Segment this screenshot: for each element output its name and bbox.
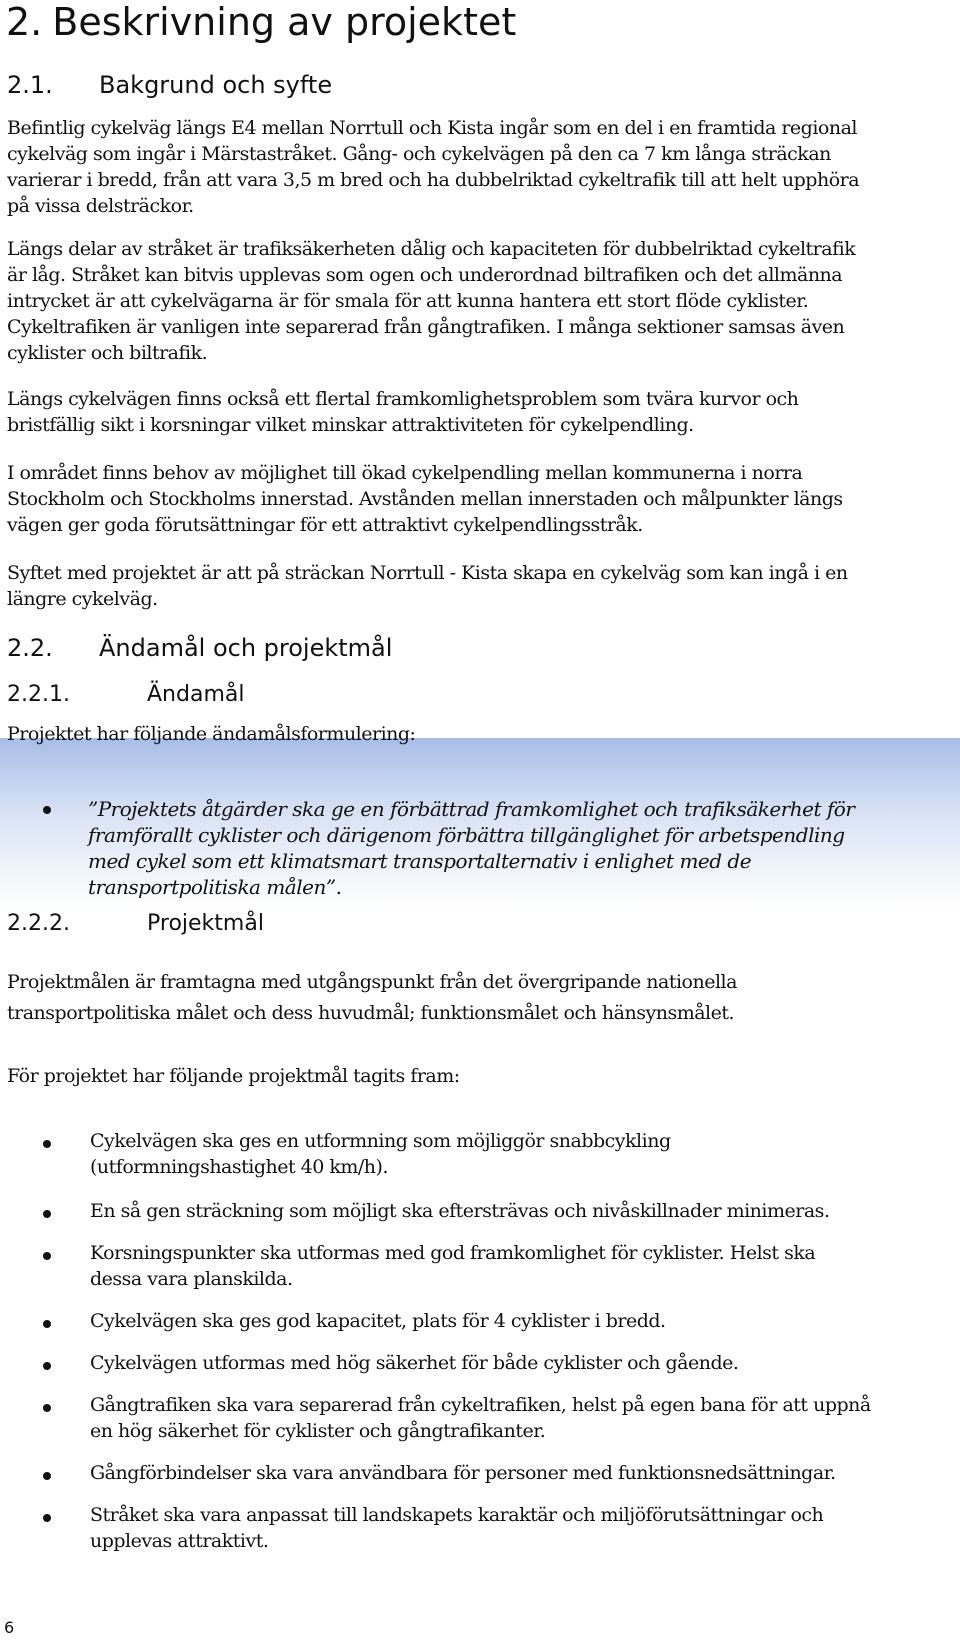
goal-text: Cykelvägen ska ges god kapacitet, plats för 4 cyklister i bredd. [90, 1310, 666, 1332]
main-heading-number: 2. [6, 0, 43, 44]
section-2-2-1-title: Ändamål [147, 682, 245, 707]
bullet-icon [43, 806, 51, 814]
goal-text: En så gen sträckning som möjligt ska eftersträvas och nivåskillnader minimeras. [90, 1200, 830, 1222]
bullet-icon [43, 1514, 51, 1522]
goal-text: Stråket ska vara anpassat till landskapets karaktär och miljöförutsättningar och upplevas attraktivt. [90, 1504, 824, 1552]
section-2-2-1-number: 2.2.1. [7, 682, 70, 707]
goal-text: Gångtrafiken ska vara separerad från cykeltrafiken, helst på egen bana för att uppnå en hög säkerhet för cyklister och gångtrafikanter. [90, 1394, 871, 1442]
bullet-icon [43, 1140, 51, 1148]
bullet-icon [43, 1210, 51, 1218]
bullet-icon [43, 1362, 51, 1370]
goal-text: Gångförbindelser ska vara användbara för personer med funktionsnedsättningar. [90, 1462, 836, 1484]
section-2-2-1-heading [7, 681, 244, 709]
paragraph-background-4: I området finns behov av möjlighet till ökad cykelpendling mellan kommunerna i norra Stockholm och Stockholms innerstad. Avstånden mellan innerstaden och målpunkter längs vägen ger goda förutsättningar för ett attraktivt cykelpendlingsstråk. [7, 462, 843, 536]
goal-text: Korsningspunkter ska utformas med god framkomlighet för cyklister. Helst ska dessa vara planskilda. [90, 1242, 816, 1290]
paragraph-background-3: Längs cykelvägen finns också ett flertal framkomlighetsproblem som tvära kurvor och bristfällig sikt i korsningar vilket minskar attraktiviteten för cykelpendling. [7, 388, 799, 436]
paragraph-purpose: Syftet med projektet är att på sträckan Norrtull - Kista skapa en cykelväg som kan ingå i en längre cykelväg. [7, 562, 848, 610]
section-2-1-heading [7, 70, 332, 100]
purpose-intro: Projektet har följande ändamålsformulering: [7, 723, 416, 745]
section-2-1-number: 2.1. [7, 71, 53, 99]
paragraph-background-1: Befintlig cykelväg längs E4 mellan Norrtull och Kista ingår som en del i en framtida regional cykelväg som ingår i Märstastråket. Gång- och cykelvägen på den ca 7 km långa sträckan varierar i bredd, från att vara 3,5 m bred och ha dubbelriktad cykeltrafik till att helt upphöra på vissa delsträckor. [7, 117, 860, 217]
goal-text: Cykelvägen utformas med hög säkerhet för både cyklister och gående. [90, 1352, 739, 1374]
bullet-icon [43, 1404, 51, 1412]
section-2-1-title: Bakgrund och syfte [99, 71, 333, 99]
section-2-2-2-number: 2.2.2. [7, 911, 70, 936]
paragraph-project-goals-basis: Projektmålen är framtagna med utgångspunkt från det övergripande nationella transportpolitiska målet och dess huvudmål; funktionsmålet och hänsynsmålet. [7, 971, 737, 1024]
page-number: 6 [4, 1618, 15, 1637]
purpose-quote-text: ”Projektets åtgärder ska ge en förbättrad framkomlighet och trafiksäkerhet för framförallt cyklister och därigenom förbättra tillgänglighet för arbetspendling med cykel som ett klimatsmart transportalternativ i enlighet med de transportpolitiska målen”. [88, 797, 855, 899]
main-heading [6, 0, 516, 44]
bullet-icon [43, 1320, 51, 1328]
paragraph-background-2: Längs delar av stråket är trafiksäkerheten dålig och kapaciteten för dubbelriktad cykeltrafik är låg. Stråket kan bitvis upplevas som ogen och underordnad biltrafiken och det allmänna intrycket är att cykelvägarna är för smala för att kunna hantera ett stort flöde cyklister. Cykeltrafiken är vanligen inte separerad från gångtrafiken. I många sektioner samsas även cyklister och biltrafik. [7, 238, 856, 364]
paragraph-project-goals-intro: För projektet har följande projektmål tagits fram: [7, 1065, 460, 1087]
section-2-2-title: Ändamål och projektmål [99, 634, 393, 662]
bullet-icon [43, 1472, 51, 1480]
section-2-2-2-heading [7, 910, 264, 938]
main-heading-text: Beskrivning av projektet [52, 0, 517, 44]
section-2-2-heading [7, 633, 392, 663]
goal-text: Cykelvägen ska ges en utformning som möjliggör snabbcykling (utformningshastighet 40 km/h). [90, 1130, 671, 1178]
bullet-icon [43, 1252, 51, 1260]
section-2-2-2-title: Projektmål [147, 911, 264, 936]
section-2-2-number: 2.2. [7, 634, 53, 662]
